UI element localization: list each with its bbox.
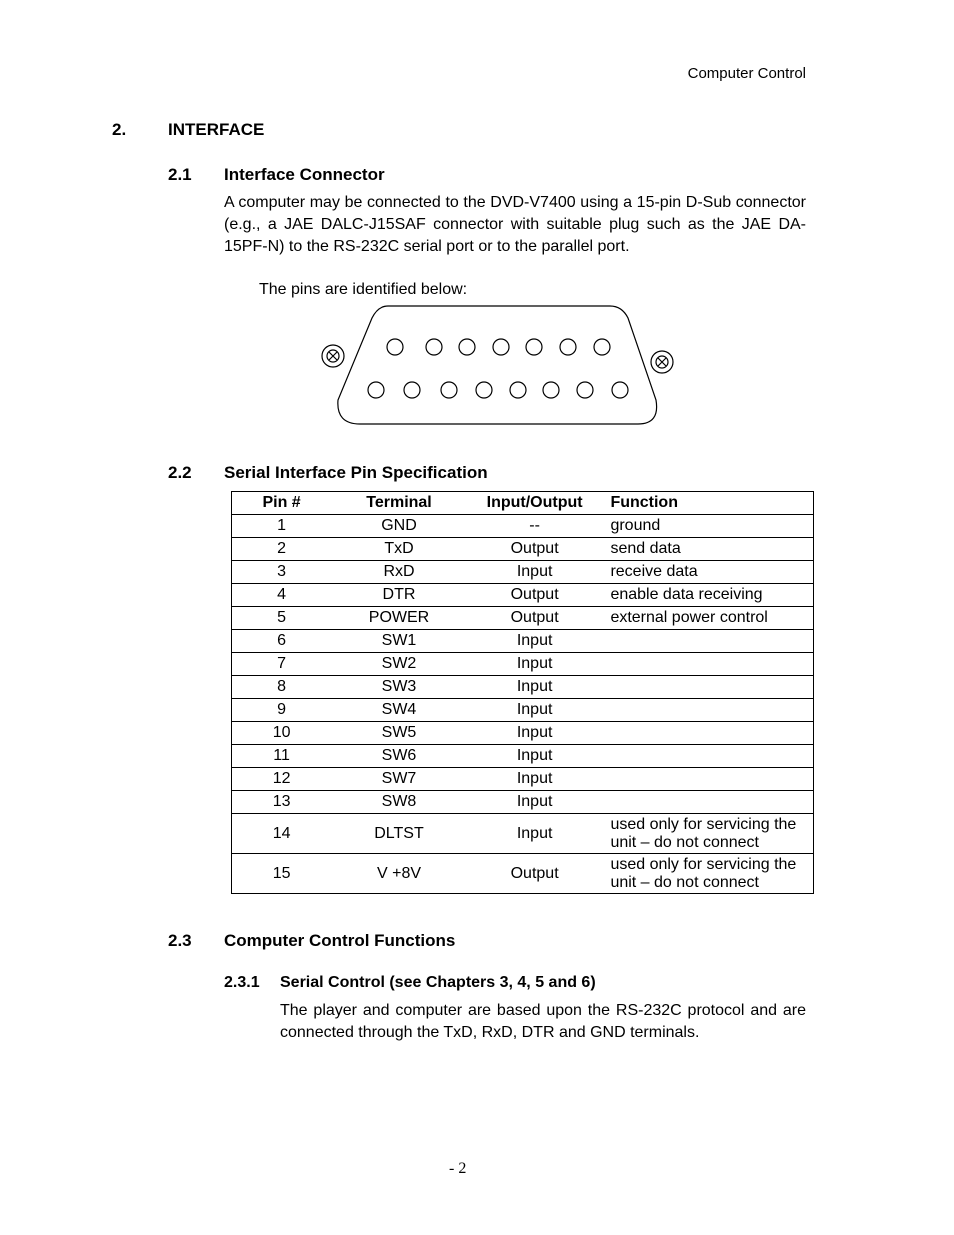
terminal-cell: POWER: [331, 607, 467, 630]
running-header: Computer Control: [687, 65, 806, 82]
function-cell: [602, 630, 813, 653]
io-cell: Input: [467, 699, 603, 722]
pin-cell: 10: [232, 722, 332, 745]
pin-cell: 13: [232, 791, 332, 814]
function-cell: receive data: [602, 561, 813, 584]
terminal-cell: DTR: [331, 584, 467, 607]
function-cell: ground: [602, 515, 813, 538]
function-cell: [602, 676, 813, 699]
terminal-cell: V +8V: [331, 854, 467, 894]
pin-cell: 11: [232, 745, 332, 768]
section-title: INTERFACE: [168, 120, 265, 139]
io-cell: --: [467, 515, 603, 538]
terminal-cell: SW2: [331, 653, 467, 676]
pin-hole: [526, 339, 542, 355]
section-number: 2.: [112, 120, 127, 139]
pin-hole: [560, 339, 576, 355]
io-cell: Input: [467, 791, 603, 814]
pin-cell: 7: [232, 653, 332, 676]
pin-hole: [368, 382, 384, 398]
io-cell: Input: [467, 630, 603, 653]
pin-hole: [612, 382, 628, 398]
connector-shell: [338, 306, 657, 424]
table-row: [232, 676, 814, 699]
terminal-cell: SW6: [331, 745, 467, 768]
pin-hole: [510, 382, 526, 398]
terminal-cell: SW8: [331, 791, 467, 814]
table-row: [232, 653, 814, 676]
subsubsection-title: Serial Control (see Chapters 3, 4, 5 and 6): [280, 974, 596, 991]
io-cell: Input: [467, 814, 603, 854]
terminal-cell: GND: [331, 515, 467, 538]
io-cell: Output: [467, 607, 603, 630]
pin-cell: 3: [232, 561, 332, 584]
io-cell: Output: [467, 584, 603, 607]
terminal-cell: SW1: [331, 630, 467, 653]
subsection-number: 2.3: [168, 931, 192, 950]
col-header: Function: [602, 492, 813, 515]
table-row: [232, 607, 814, 630]
terminal-cell: SW4: [331, 699, 467, 722]
function-cell: used only for servicing the unit – do not connect: [602, 854, 813, 894]
table-row: [232, 515, 814, 538]
screw-icon: [651, 351, 673, 373]
table-row: [232, 722, 814, 745]
paragraph: The player and computer are based upon the RS-232C protocol and are connected through the TxD, RxD, DTR and GND terminals.: [280, 1002, 806, 1041]
function-cell: [602, 722, 813, 745]
terminal-cell: SW7: [331, 768, 467, 791]
col-header: Input/Output: [467, 492, 603, 515]
io-cell: Input: [467, 676, 603, 699]
io-cell: Output: [467, 854, 603, 894]
pin-hole: [577, 382, 593, 398]
pin-holes: [368, 339, 628, 398]
pin-cell: 12: [232, 768, 332, 791]
subsection-number: 2.1: [168, 165, 192, 184]
pin-hole: [476, 382, 492, 398]
pin-hole: [426, 339, 442, 355]
pin-hole: [441, 382, 457, 398]
io-cell: Input: [467, 745, 603, 768]
table-row: [232, 768, 814, 791]
function-cell: enable data receiving: [602, 584, 813, 607]
pin-hole: [459, 339, 475, 355]
function-cell: [602, 768, 813, 791]
subsection-title: Serial Interface Pin Specification: [224, 463, 488, 482]
subsubsection-number: 2.3.1: [224, 974, 260, 991]
pin-cell: 15: [232, 854, 332, 894]
table-header-row: [232, 492, 814, 515]
pin-hole: [387, 339, 403, 355]
terminal-cell: SW3: [331, 676, 467, 699]
io-cell: Input: [467, 561, 603, 584]
terminal-cell: TxD: [331, 538, 467, 561]
col-header: Pin #: [232, 492, 332, 515]
paragraph: A computer may be connected to the DVD-V7400 using a 15-pin D-Sub connector (e.g., a JAE DALC-J15SAF connector with suitable plug such as the JAE DA-15PF-N) to the RS-232C serial port or to the parallel port.: [224, 194, 806, 255]
table-row: [232, 745, 814, 768]
io-cell: Input: [467, 722, 603, 745]
io-cell: Input: [467, 768, 603, 791]
subsection-title: Interface Connector: [224, 165, 385, 184]
terminal-cell: SW5: [331, 722, 467, 745]
terminal-cell: DLTST: [331, 814, 467, 854]
pin-cell: 2: [232, 538, 332, 561]
terminal-cell: RxD: [331, 561, 467, 584]
pin-hole: [493, 339, 509, 355]
table-row: [232, 561, 814, 584]
function-cell: external power control: [602, 607, 813, 630]
function-cell: [602, 653, 813, 676]
pin-cell: 4: [232, 584, 332, 607]
table-row: [232, 814, 814, 854]
col-header: Terminal: [331, 492, 467, 515]
pin-hole: [594, 339, 610, 355]
io-cell: Output: [467, 538, 603, 561]
table-body: [232, 515, 814, 894]
function-cell: used only for servicing the unit – do not connect: [602, 814, 813, 854]
pin-cell: 14: [232, 814, 332, 854]
pin-hole: [543, 382, 559, 398]
subsection-number: 2.2: [168, 463, 192, 482]
dsub-connector-diagram: [310, 300, 690, 430]
pin-hole: [404, 382, 420, 398]
page-number: - 2: [449, 1160, 467, 1177]
pin-cell: 6: [232, 630, 332, 653]
function-cell: [602, 699, 813, 722]
pin-spec-table: [231, 491, 814, 894]
table-row: [232, 630, 814, 653]
table-row: [232, 791, 814, 814]
pin-cell: 9: [232, 699, 332, 722]
table-row: [232, 538, 814, 561]
function-cell: send data: [602, 538, 813, 561]
function-cell: [602, 745, 813, 768]
pin-cell: 5: [232, 607, 332, 630]
table-row: [232, 699, 814, 722]
screw-icon: [322, 345, 344, 367]
pin-cell: 8: [232, 676, 332, 699]
pins-caption: The pins are identified below:: [259, 281, 468, 298]
pin-cell: 1: [232, 515, 332, 538]
table-row: [232, 854, 814, 894]
function-cell: [602, 791, 813, 814]
table-row: [232, 584, 814, 607]
io-cell: Input: [467, 653, 603, 676]
subsection-title: Computer Control Functions: [224, 931, 456, 950]
